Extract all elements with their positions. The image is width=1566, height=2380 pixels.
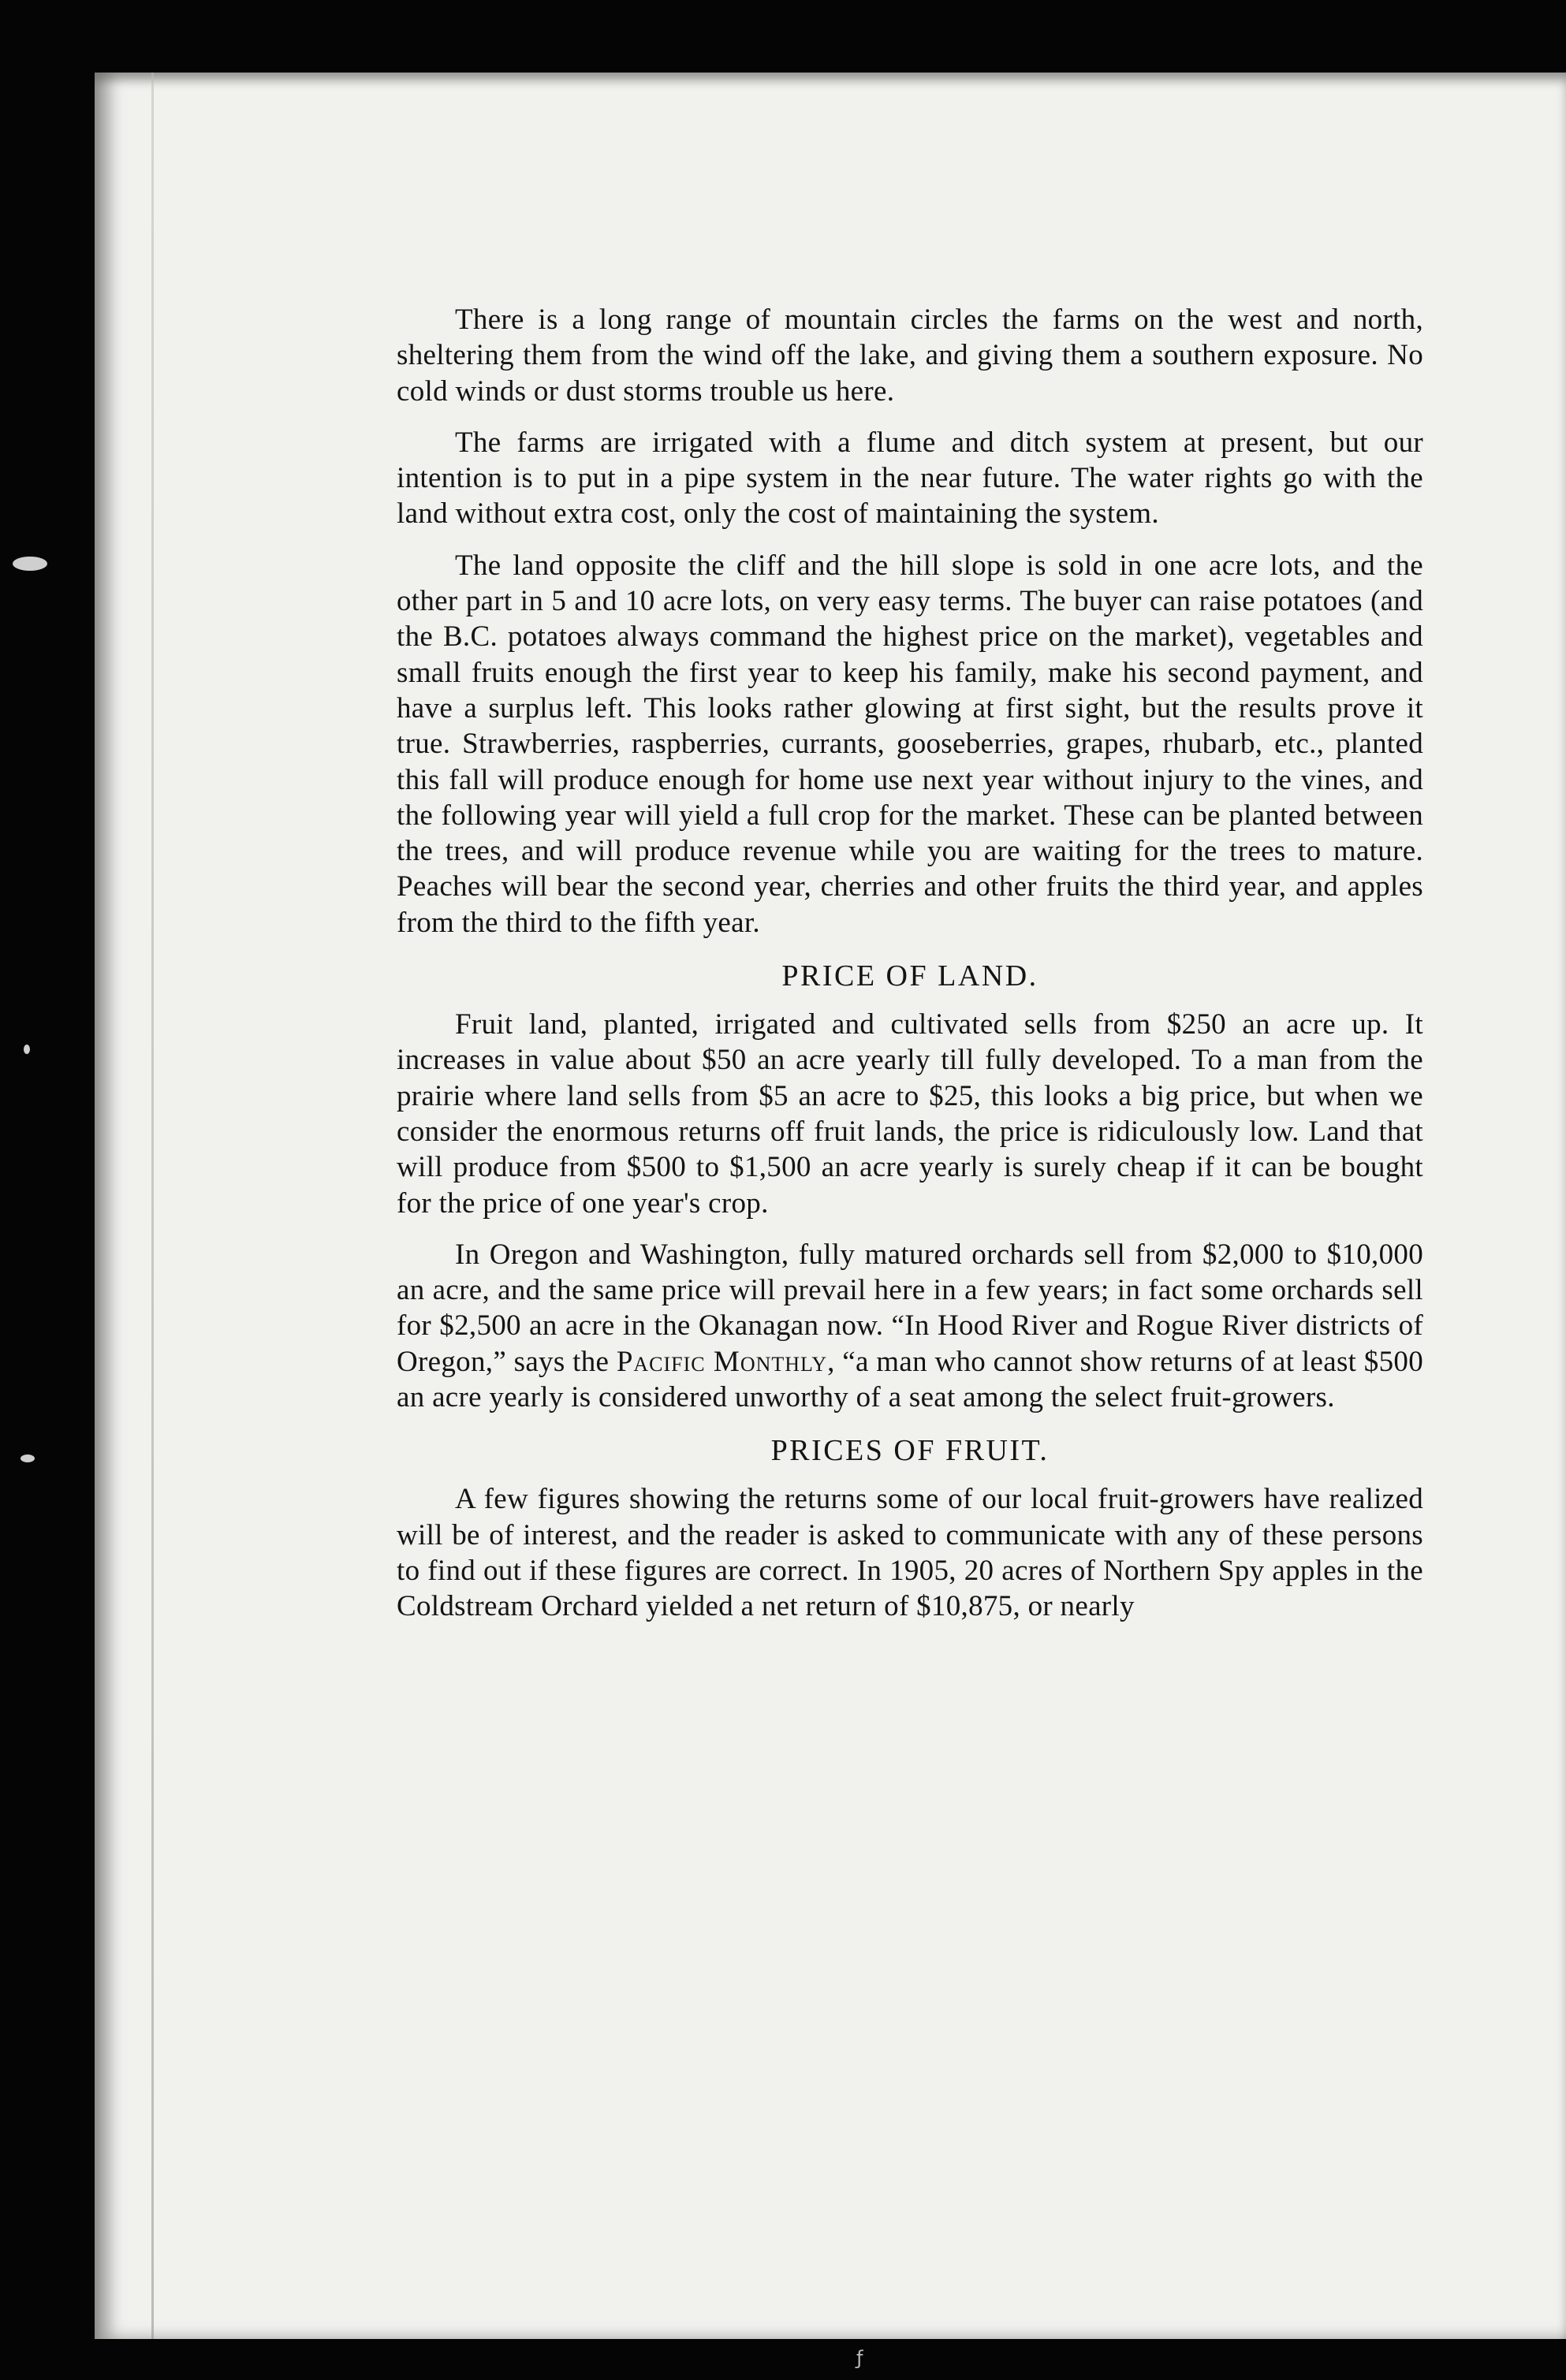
oregon-text-after: , “a man who cannot show returns of at least $500 an acre yearly is considered unworthy of a seat among the select fruit-growers. (397, 1345, 1424, 1414)
scan-speck (13, 557, 47, 571)
paragraph-fruit-returns: A few figures showing the returns some of our local fruit-growers have realized will be of interest, and the reader is asked to communicate with any of these persons to find out if these figures are correct. In 1905, 20 acres of Northern Spy apples in the Coldstream Orchard yielded a net return of $10,875, or nearly (397, 1483, 1423, 1623)
scan-speck (24, 1045, 30, 1054)
publication-name: Pacific Monthly (616, 1345, 828, 1378)
footer-mark: ƒ (856, 2347, 863, 2369)
paragraph-fruit-land-price: Fruit land, planted, irrigated and cultivated sells from $250 an acre up. It increases in value about $50 an acre yearly till fully developed. To a man from the prairie where land sells from $5 an acre to $25, this looks a big price, but when we consider the enormous returns off fruit lands, the price is ridiculously low. Land that will produce from $500 to $1,500 an acre yearly is surely cheap if it can be bought for the price of one year's crop. (397, 1008, 1423, 1220)
paragraph-land-lots: The land opposite the cliff and the hill slope is sold in one acre lots, and the other part in 5 and 10 acre lots, on very easy terms. The buyer can raise potatoes (and the B.C. potatoes always command the highest price on the market), vegetables and small fruits enough the first year to keep his family, make his second payment, and have a surplus left. This looks rather glowing at first sight, but the results prove it true. Strawberries, raspberries, currants, gooseberries, grapes, rhubarb, etc., planted this fall will produce enough for home use next year without injury to the vines, and the following year will yield a full crop for the market. These can be planted between the trees, and will produce revenue while you are waiting for the trees to mature. Peaches will bear the second year, cherries and other fruits the third year, and apples from the third to the fifth year. (397, 549, 1423, 939)
paragraph-mountains: There is a long range of mountain circles the farms on the west and north, sheltering them from the wind off the lake, and giving them a southern exposure. No cold winds or dust storms trouble us here. (397, 304, 1423, 408)
heading-prices-of-fruit: PRICES OF FRUIT. (770, 1434, 1050, 1468)
document-body (397, 302, 1423, 1641)
oregon-text-before: In Oregon and Washington, fully matured orchards sell from $2,000 to $10,000 an acre, and the same price will prevail here in a few years; in fact some orchards sell for $2,500 an acre in the Okanagan now. “In Hood River and Rogue River districts of Oregon,” says the (397, 1238, 1423, 1378)
paragraph-irrigation: The farms are irrigated with a flume and ditch system at present, but our intention is to put in a pipe system in the near future. The water rights go with the land without extra cost, only the cost of maintaining the system. (397, 426, 1423, 531)
heading-price-of-land: PRICE OF LAND. (781, 959, 1038, 993)
page-fold-line (151, 73, 154, 2339)
paragraph-oregon-orchards (397, 1237, 1423, 1415)
scan-speck (21, 1454, 35, 1462)
